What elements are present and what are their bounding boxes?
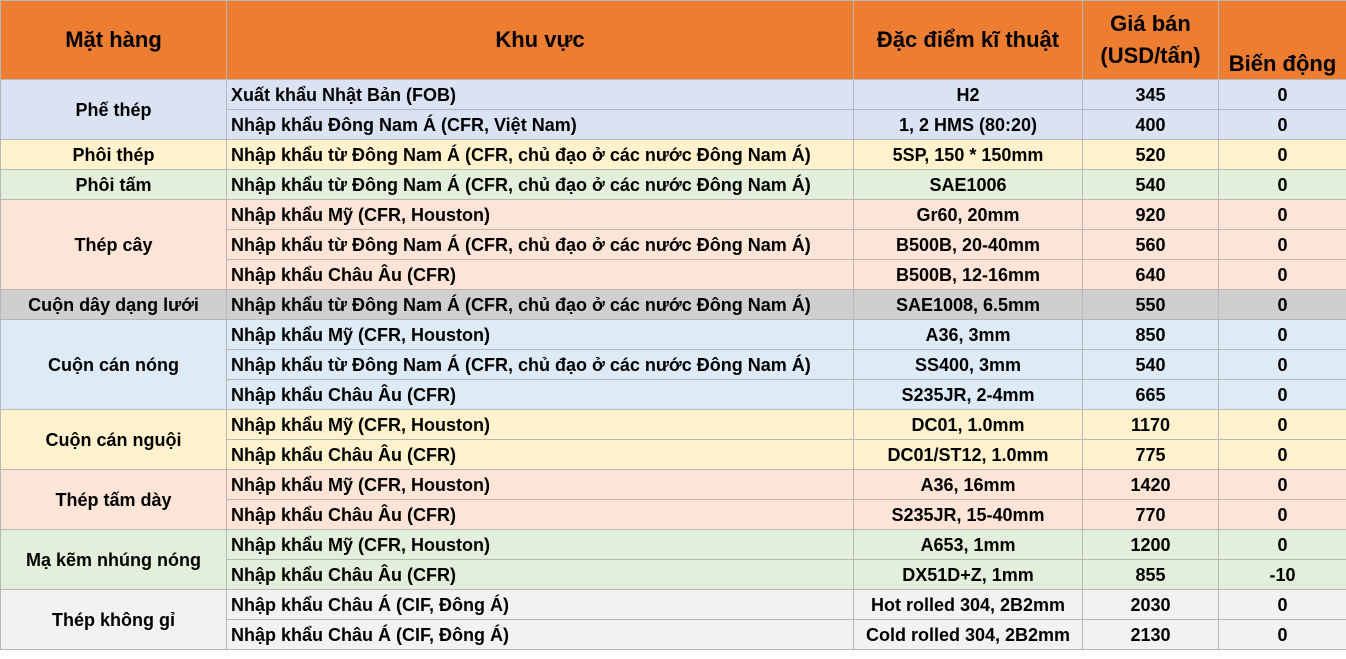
table-row <box>1 470 1346 500</box>
spec-cell: H2 <box>854 80 1083 110</box>
spec-cell: A36, 16mm <box>854 470 1083 500</box>
header-price-line1: Giá bán <box>1110 11 1191 36</box>
header-region: Khu vực <box>227 1 854 80</box>
header-price <box>1083 1 1219 80</box>
region-cell: Nhập khẩu Châu Âu (CFR) <box>227 380 854 410</box>
item-category-cell: Thép không gỉ <box>1 590 227 650</box>
change-cell: 0 <box>1219 230 1346 260</box>
item-category-cell: Phôi tấm <box>1 170 227 200</box>
change-cell: 0 <box>1219 500 1346 530</box>
price-cell: 640 <box>1083 260 1219 290</box>
price-cell: 1170 <box>1083 410 1219 440</box>
spec-cell: SS400, 3mm <box>854 350 1083 380</box>
price-cell: 400 <box>1083 110 1219 140</box>
region-cell: Nhập khẩu từ Đông Nam Á (CFR, chủ đạo ở các nước Đông Nam Á) <box>227 170 854 200</box>
region-cell: Nhập khẩu Mỹ (CFR, Houston) <box>227 410 854 440</box>
item-category-cell: Cuộn cán nguội <box>1 410 227 470</box>
table-row <box>1 410 1346 440</box>
spec-cell: DC01, 1.0mm <box>854 410 1083 440</box>
price-cell: 920 <box>1083 200 1219 230</box>
spec-cell: 5SP, 150 * 150mm <box>854 140 1083 170</box>
price-cell: 550 <box>1083 290 1219 320</box>
price-cell: 345 <box>1083 80 1219 110</box>
table-row <box>1 140 1346 170</box>
spec-cell: SAE1008, 6.5mm <box>854 290 1083 320</box>
change-cell: 0 <box>1219 290 1346 320</box>
item-category-cell: Phôi thép <box>1 140 227 170</box>
table-row <box>1 290 1346 320</box>
region-cell: Nhập khẩu Châu Âu (CFR) <box>227 560 854 590</box>
change-cell: 0 <box>1219 410 1346 440</box>
spec-cell: 1, 2 HMS (80:20) <box>854 110 1083 140</box>
price-cell: 855 <box>1083 560 1219 590</box>
change-cell: 0 <box>1219 590 1346 620</box>
price-cell: 520 <box>1083 140 1219 170</box>
change-cell: 0 <box>1219 140 1346 170</box>
header-row <box>1 1 1346 80</box>
region-cell: Nhập khẩu Mỹ (CFR, Houston) <box>227 320 854 350</box>
item-category-cell: Thép tấm dày <box>1 470 227 530</box>
item-category-cell: Cuộn cán nóng <box>1 320 227 410</box>
spec-cell: DX51D+Z, 1mm <box>854 560 1083 590</box>
price-cell: 1420 <box>1083 470 1219 500</box>
spec-cell: B500B, 12-16mm <box>854 260 1083 290</box>
change-cell: 0 <box>1219 380 1346 410</box>
price-cell: 540 <box>1083 350 1219 380</box>
spec-cell: B500B, 20-40mm <box>854 230 1083 260</box>
table-row <box>1 80 1346 110</box>
price-cell: 2130 <box>1083 620 1219 650</box>
change-cell: 0 <box>1219 170 1346 200</box>
table-row <box>1 200 1346 230</box>
change-cell: -10 <box>1219 560 1346 590</box>
change-cell: 0 <box>1219 260 1346 290</box>
change-cell: 0 <box>1219 320 1346 350</box>
change-cell: 0 <box>1219 350 1346 380</box>
spec-cell: S235JR, 15-40mm <box>854 500 1083 530</box>
header-spec: Đặc điểm kĩ thuật <box>854 1 1083 80</box>
change-cell: 0 <box>1219 440 1346 470</box>
item-category-cell: Cuộn dây dạng lưới <box>1 290 227 320</box>
table-row <box>1 170 1346 200</box>
spec-cell: DC01/ST12, 1.0mm <box>854 440 1083 470</box>
change-cell: 0 <box>1219 530 1346 560</box>
table-row <box>1 590 1346 620</box>
region-cell: Xuất khẩu Nhật Bản (FOB) <box>227 80 854 110</box>
change-cell: 0 <box>1219 200 1346 230</box>
spec-cell: Gr60, 20mm <box>854 200 1083 230</box>
table-row <box>1 320 1346 350</box>
price-cell: 540 <box>1083 170 1219 200</box>
region-cell: Nhập khẩu Đông Nam Á (CFR, Việt Nam) <box>227 110 854 140</box>
region-cell: Nhập khẩu từ Đông Nam Á (CFR, chủ đạo ở các nước Đông Nam Á) <box>227 350 854 380</box>
price-cell: 775 <box>1083 440 1219 470</box>
change-cell: 0 <box>1219 110 1346 140</box>
region-cell: Nhập khẩu từ Đông Nam Á (CFR, chủ đạo ở các nước Đông Nam Á) <box>227 290 854 320</box>
price-cell: 770 <box>1083 500 1219 530</box>
spec-cell: Cold rolled 304, 2B2mm <box>854 620 1083 650</box>
header-item: Mặt hàng <box>1 1 227 80</box>
change-cell: 0 <box>1219 470 1346 500</box>
region-cell: Nhập khẩu Châu Âu (CFR) <box>227 260 854 290</box>
spec-cell: SAE1006 <box>854 170 1083 200</box>
region-cell: Nhập khẩu từ Đông Nam Á (CFR, chủ đạo ở các nước Đông Nam Á) <box>227 140 854 170</box>
region-cell: Nhập khẩu từ Đông Nam Á (CFR, chủ đạo ở các nước Đông Nam Á) <box>227 230 854 260</box>
change-cell: 0 <box>1219 620 1346 650</box>
item-category-cell: Thép cây <box>1 200 227 290</box>
spec-cell: S235JR, 2-4mm <box>854 380 1083 410</box>
price-cell: 850 <box>1083 320 1219 350</box>
region-cell: Nhập khẩu Châu Á (CIF, Đông Á) <box>227 590 854 620</box>
region-cell: Nhập khẩu Mỹ (CFR, Houston) <box>227 200 854 230</box>
item-category-cell: Mạ kẽm nhúng nóng <box>1 530 227 590</box>
table-body <box>1 80 1346 650</box>
region-cell: Nhập khẩu Châu Âu (CFR) <box>227 440 854 470</box>
price-cell: 665 <box>1083 380 1219 410</box>
header-price-line2: (USD/tấn) <box>1100 43 1201 68</box>
region-cell: Nhập khẩu Mỹ (CFR, Houston) <box>227 530 854 560</box>
spec-cell: A36, 3mm <box>854 320 1083 350</box>
spec-cell: Hot rolled 304, 2B2mm <box>854 590 1083 620</box>
price-cell: 2030 <box>1083 590 1219 620</box>
change-cell: 0 <box>1219 80 1346 110</box>
price-cell: 560 <box>1083 230 1219 260</box>
region-cell: Nhập khẩu Châu Âu (CFR) <box>227 500 854 530</box>
price-cell: 1200 <box>1083 530 1219 560</box>
item-category-cell: Phế thép <box>1 80 227 140</box>
region-cell: Nhập khẩu Mỹ (CFR, Houston) <box>227 470 854 500</box>
table-header <box>1 1 1346 80</box>
table-row <box>1 530 1346 560</box>
header-change: Biến động <box>1219 1 1346 80</box>
region-cell: Nhập khẩu Châu Á (CIF, Đông Á) <box>227 620 854 650</box>
spec-cell: A653, 1mm <box>854 530 1083 560</box>
